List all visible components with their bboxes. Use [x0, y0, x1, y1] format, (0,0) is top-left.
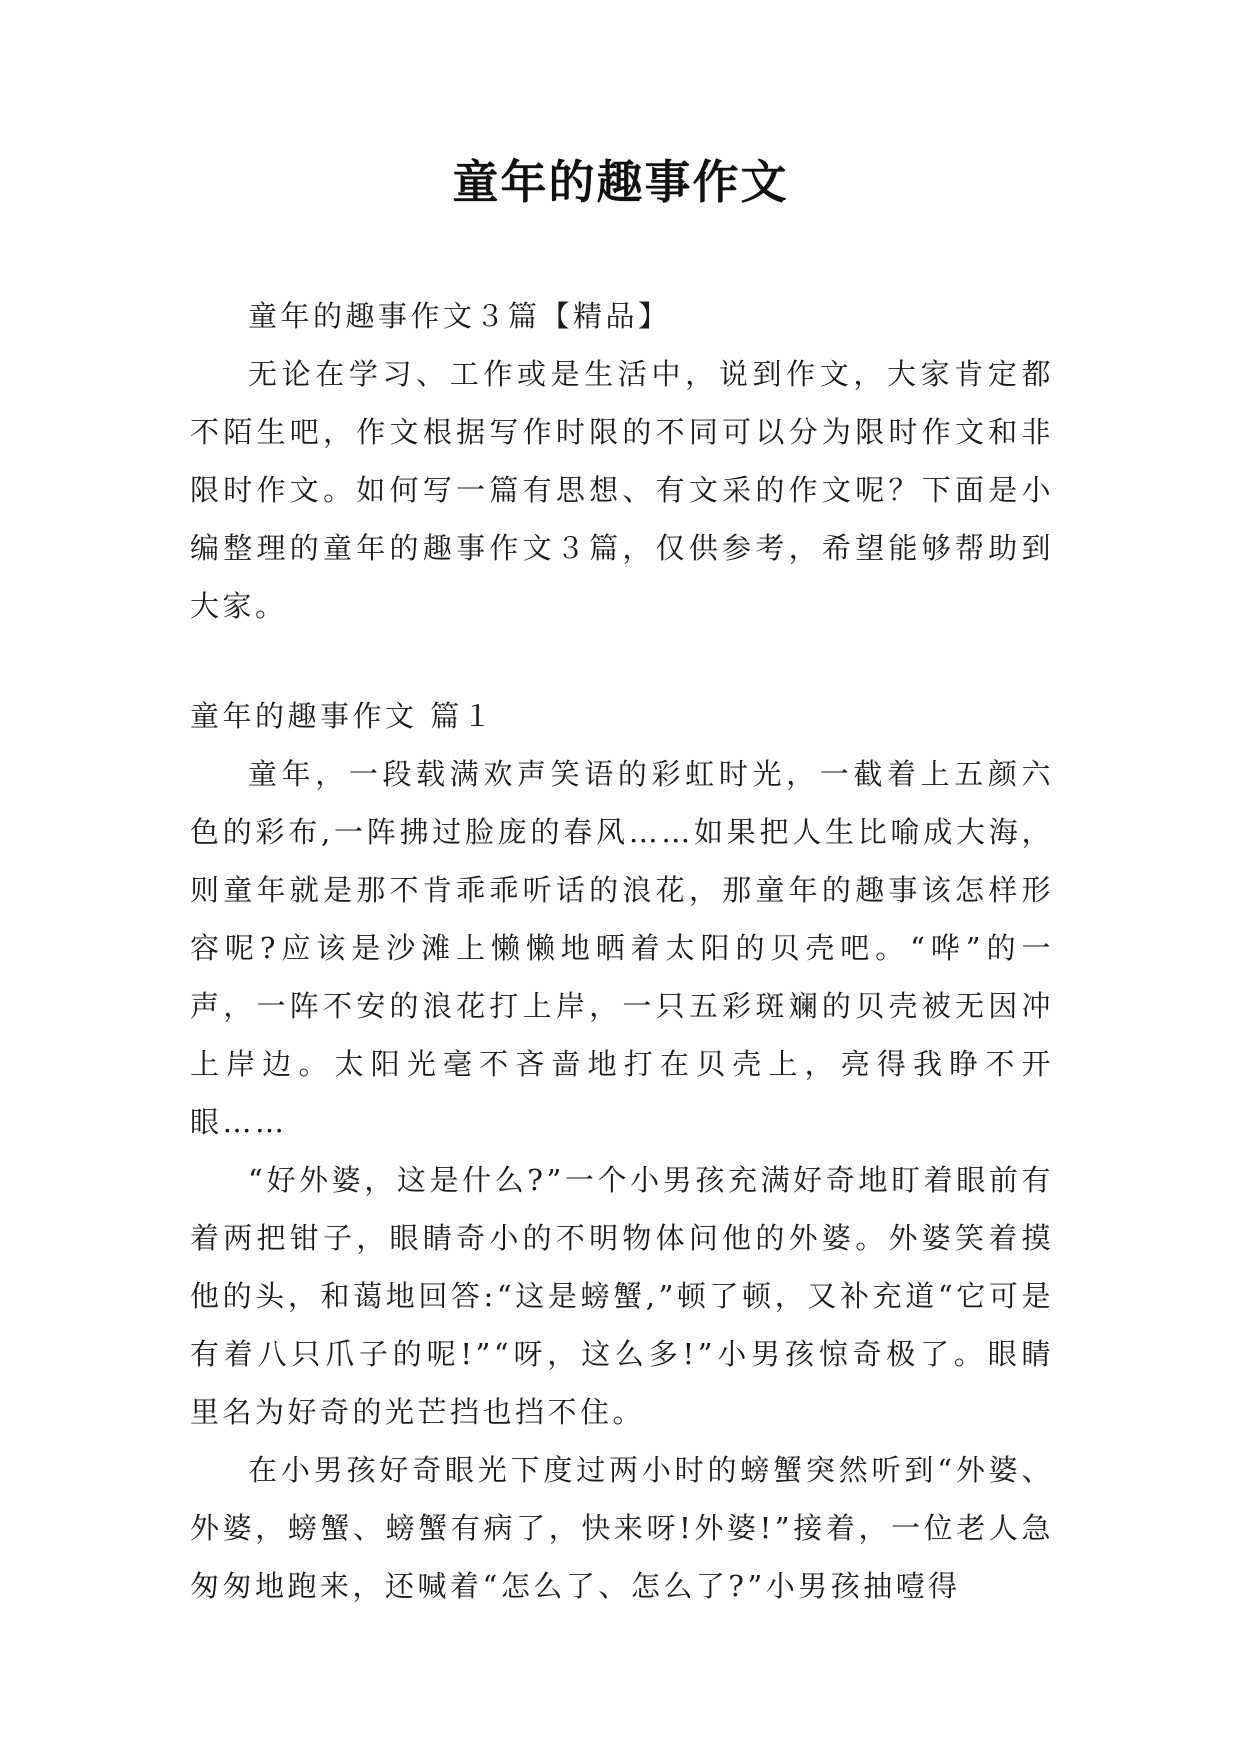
document-body [190, 287, 1054, 1615]
intro-paragraph: 无论在学习、工作或是生活中，说到作文，大家肯定都不陌生吧，作文根据写作时限的不同可以分为限时作文和非限时作文。如何写一篇有思想、有文采的作文呢？下面是小编整理的童年的趣事作文３篇，仅供参考，希望能够帮助到大家。 [190, 357, 1054, 623]
section-heading: 童年的趣事作文 篇１ [190, 699, 496, 733]
document-title: 童年的趣事作文 [452, 155, 789, 209]
document-subtitle: 童年的趣事作文３篇【精品】 [248, 299, 671, 333]
body-paragraph-1: 童年，一段载满欢声笑语的彩虹时光，一截着上五颜六色的彩布,一阵拂过脸庞的春风……如果把人生比喻成大海，则童年就是那不肯乖乖听话的浪花，那童年的趣事该怎样形容呢?应该是沙滩上懒懒地晒着太阳的贝壳吧。“哗”的一声，一阵不安的浪花打上岸，一只五彩斑斓的贝壳被无因冲上岸边。太阳光毫不吝啬地打在贝壳上，亮得我睁不开眼…… [190, 757, 1054, 1139]
body-paragraph-2: “好外婆，这是什么?”一个小男孩充满好奇地盯着眼前有着两把钳子，眼睛奇小的不明物体问他的外婆。外婆笑着摸他的头，和蔼地回答:“这是螃蟹,”顿了顿，又补充道“它可是有着八只爪子的呢!”“呀，这么多!”小男孩惊奇极了。眼睛里名为好奇的光芒挡也挡不住。 [190, 1163, 1054, 1429]
body-paragraph-3: 在小男孩好奇眼光下度过两小时的螃蟹突然听到“外婆、外婆，螃蟹、螃蟹有病了，快来呀!外婆!”接着，一位老人急匆匆地跑来，还喊着“怎么了、怎么了?”小男孩抽噎得 [190, 1453, 1054, 1603]
